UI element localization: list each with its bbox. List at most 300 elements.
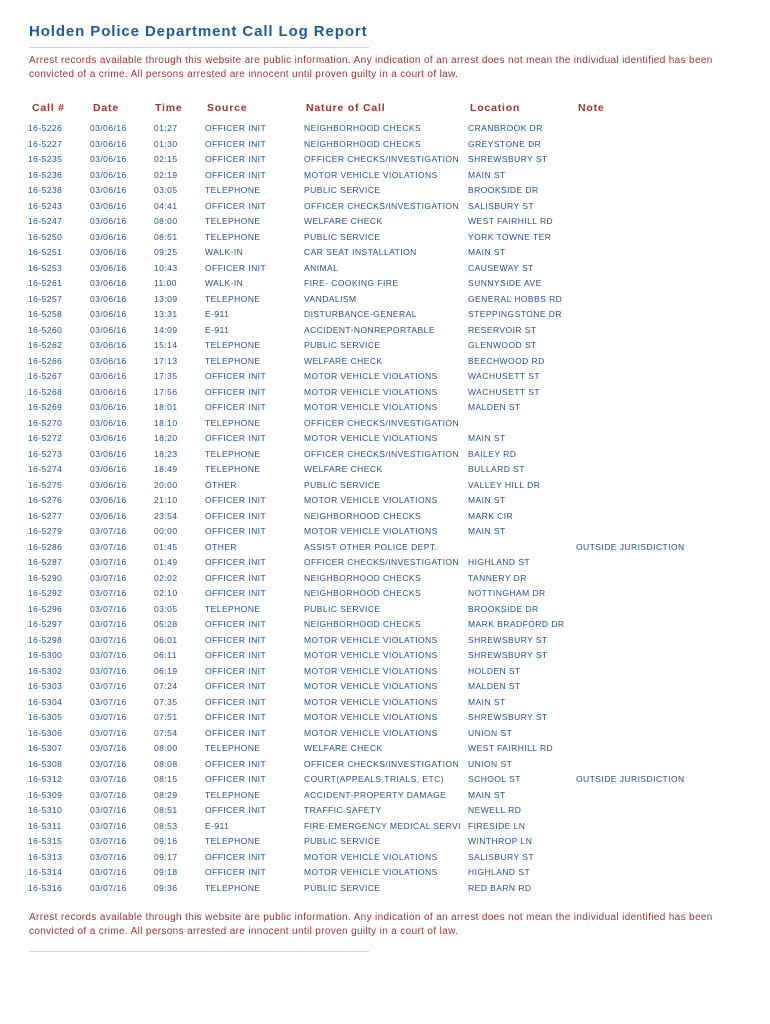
- cell-location: SUNNYSIDE AVE: [468, 278, 542, 288]
- cell-call-number: 16-5303: [28, 681, 63, 691]
- cell-nature-of-call: FIRE-EMERGENCY MEDICAL SERVI: [304, 820, 461, 831]
- cell-date: 03/06/16: [90, 247, 127, 257]
- cell-source: TELEPHONE: [205, 882, 261, 893]
- cell-source: WALK-IN: [205, 278, 244, 288]
- cell-time: 18:49: [154, 464, 178, 474]
- table-row: [0, 293, 770, 309]
- cell-source: TELEPHONE: [205, 836, 261, 846]
- cell-time: 06:01: [154, 634, 178, 645]
- cell-nature-of-call: NEIGHBORHOOD CHECKS: [304, 138, 422, 149]
- cell-call-number: 16-5235: [28, 154, 63, 164]
- table-row: [0, 122, 770, 138]
- cell-location: NOTTINGHAM DR: [468, 588, 546, 598]
- cell-date: 03/07/16: [90, 867, 127, 877]
- cell-source: E-911: [205, 324, 230, 335]
- cell-date: 03/06/16: [90, 185, 127, 195]
- cell-location: SCHOOL ST: [468, 774, 521, 784]
- cell-nature-of-call: MOTOR VEHICLE VIOLATIONS: [304, 371, 438, 381]
- cell-call-number: 16-5275: [28, 479, 63, 490]
- cell-date: 03/07/16: [90, 882, 127, 893]
- table-row: [0, 138, 770, 154]
- cell-time: 01:30: [154, 138, 178, 149]
- cell-time: 01:45: [154, 541, 178, 552]
- cell-nature-of-call: DISTURBANCE-GENERAL: [304, 309, 417, 319]
- table-row: [0, 417, 770, 433]
- cell-time: 13:09: [154, 293, 178, 304]
- cell-date: 03/07/16: [90, 650, 127, 660]
- cell-call-number: 16-5266: [28, 355, 63, 366]
- cell-date: 03/06/16: [90, 154, 127, 164]
- cell-nature-of-call: MOTOR VEHICLE VIOLATIONS: [304, 851, 438, 862]
- table-row: [0, 200, 770, 216]
- cell-time: 23:54: [154, 510, 178, 521]
- cell-date: 03/06/16: [90, 278, 127, 288]
- cell-time: 09:17: [154, 851, 178, 862]
- column-header-location: Location: [470, 102, 521, 114]
- table-row: [0, 789, 770, 805]
- cell-call-number: 16-5269: [28, 402, 63, 412]
- cell-time: 07:35: [154, 696, 178, 707]
- cell-location: VALLEY HILL DR: [468, 479, 541, 490]
- cell-location: MALDEN ST: [468, 681, 521, 691]
- cell-nature-of-call: MOTOR VEHICLE VIOLATIONS: [304, 727, 438, 738]
- cell-nature-of-call: WELFARE CHECK: [304, 216, 383, 226]
- cell-time: 17:35: [154, 371, 178, 381]
- cell-date: 03/06/16: [90, 433, 127, 443]
- cell-time: 08:08: [154, 758, 178, 769]
- table-row: [0, 525, 770, 541]
- cell-source: OFFICER INIT: [205, 665, 267, 676]
- cell-call-number: 16-5297: [28, 619, 63, 629]
- cell-nature-of-call: OFFICER CHECKS/INVESTIGATION: [304, 557, 460, 567]
- cell-source: OFFICER INIT: [205, 262, 267, 273]
- disclaimer-top: Arrest records available through this website are public information. Any indication of an arrest does not mean the individual identified has been convicted of a crime. All persons arrested are innocent until proven guilty in a court of law.: [29, 55, 713, 80]
- cell-location: FIRESIDE LN: [468, 820, 526, 831]
- cell-time: 10:43: [154, 262, 178, 273]
- cell-call-number: 16-5226: [28, 123, 63, 133]
- cell-date: 03/07/16: [90, 851, 127, 862]
- column-header-nature-of-call: Nature of Call: [306, 102, 386, 114]
- cell-date: 03/07/16: [90, 758, 127, 769]
- cell-time: 18:01: [154, 402, 178, 412]
- cell-time: 02:19: [154, 169, 178, 180]
- cell-source: OFFICER INIT: [205, 138, 267, 149]
- cell-nature-of-call: MOTOR VEHICLE VIOLATIONS: [304, 665, 438, 676]
- cell-location: BAILEY RD: [468, 448, 517, 459]
- cell-location: MALDEN ST: [468, 402, 521, 412]
- cell-time: 09:18: [154, 867, 178, 877]
- cell-date: 03/07/16: [90, 836, 127, 846]
- cell-call-number: 16-5227: [28, 138, 63, 149]
- table-row: [0, 231, 770, 247]
- cell-location: BEECHWOOD RD: [468, 355, 545, 366]
- cell-location: BROOKSIDE DR: [468, 603, 539, 614]
- cell-nature-of-call: COURT(APPEALS,TRIALS, ETC): [304, 774, 445, 784]
- cell-call-number: 16-5257: [28, 293, 63, 304]
- cell-location: HIGHLAND ST: [468, 867, 531, 877]
- cell-nature-of-call: OFFICER CHECKS/INVESTIGATION: [304, 448, 460, 459]
- table-row: [0, 432, 770, 448]
- cell-location: WEST FAIRHILL RD: [468, 216, 554, 226]
- table-row: [0, 618, 770, 634]
- cell-nature-of-call: NEIGHBORHOOD CHECKS: [304, 619, 422, 629]
- cell-time: 08:51: [154, 231, 178, 242]
- cell-time: 09:25: [154, 247, 178, 257]
- cell-location: STEPPINGSTONE DR: [468, 309, 562, 319]
- cell-date: 03/06/16: [90, 293, 127, 304]
- table-row: [0, 742, 770, 758]
- cell-source: OFFICER INIT: [205, 712, 267, 722]
- cell-call-number: 16-5268: [28, 386, 63, 397]
- table-row: [0, 866, 770, 882]
- cell-date: 03/06/16: [90, 386, 127, 397]
- cell-nature-of-call: ASSIST OTHER POLICE DEPT.: [304, 541, 438, 552]
- cell-nature-of-call: PUBLIC SERVICE: [304, 836, 381, 846]
- cell-call-number: 16-5267: [28, 371, 63, 381]
- cell-date: 03/06/16: [90, 510, 127, 521]
- cell-date: 03/06/16: [90, 402, 127, 412]
- cell-source: OFFICER INIT: [205, 851, 267, 862]
- cell-date: 03/06/16: [90, 216, 127, 226]
- cell-source: OFFICER INIT: [205, 169, 267, 180]
- cell-source: OFFICER INIT: [205, 681, 267, 691]
- cell-date: 03/07/16: [90, 588, 127, 598]
- cell-date: 03/07/16: [90, 634, 127, 645]
- cell-nature-of-call: MOTOR VEHICLE VIOLATIONS: [304, 495, 438, 505]
- cell-source: OFFICER INIT: [205, 123, 267, 133]
- cell-location: YORK TOWNE TER: [468, 231, 552, 242]
- table-row: [0, 339, 770, 355]
- table-row: [0, 246, 770, 262]
- cell-call-number: 16-5302: [28, 665, 63, 676]
- cell-source: OFFICER INIT: [205, 557, 267, 567]
- cell-time: 04:41: [154, 200, 178, 211]
- cell-location: WACHUSETT ST: [468, 386, 540, 397]
- cell-call-number: 16-5310: [28, 805, 63, 815]
- cell-call-number: 16-5243: [28, 200, 63, 211]
- cell-source: OFFICER INIT: [205, 572, 267, 583]
- cell-nature-of-call: PUBLIC SERVICE: [304, 231, 381, 242]
- table-row: [0, 634, 770, 650]
- cell-source: OFFICER INIT: [205, 402, 267, 412]
- cell-time: 17:13: [154, 355, 178, 366]
- cell-nature-of-call: TRAFFIC SAFETY: [304, 805, 382, 815]
- cell-call-number: 16-5274: [28, 464, 63, 474]
- cell-date: 03/06/16: [90, 231, 127, 242]
- table-row: [0, 448, 770, 464]
- page-title: Holden Police Department Call Log Report: [29, 23, 368, 40]
- cell-time: 05:28: [154, 619, 178, 629]
- table-row: [0, 401, 770, 417]
- column-header-time: Time: [155, 102, 183, 114]
- cell-call-number: 16-5315: [28, 836, 63, 846]
- cell-source: OFFICER INIT: [205, 386, 267, 397]
- cell-nature-of-call: PUBLIC SERVICE: [304, 603, 381, 614]
- cell-nature-of-call: NEIGHBORHOOD CHECKS: [304, 588, 422, 598]
- cell-date: 03/06/16: [90, 123, 127, 133]
- cell-time: 03:05: [154, 185, 178, 195]
- cell-source: OFFICER INIT: [205, 727, 267, 738]
- cell-source: E-911: [205, 309, 230, 319]
- cell-location: SALISBURY ST: [468, 200, 535, 211]
- cell-location: MARK BRADFORD DR: [468, 619, 565, 629]
- cell-call-number: 16-5270: [28, 417, 63, 428]
- table-row: [0, 169, 770, 185]
- cell-location: BULLARD ST: [468, 464, 525, 474]
- cell-source: OTHER: [205, 541, 237, 552]
- cell-date: 03/07/16: [90, 557, 127, 567]
- cell-source: TELEPHONE: [205, 743, 261, 753]
- cell-source: TELEPHONE: [205, 355, 261, 366]
- cell-call-number: 16-5286: [28, 541, 63, 552]
- cell-source: OFFICER INIT: [205, 588, 267, 598]
- cell-time: 01:49: [154, 557, 178, 567]
- cell-nature-of-call: CAR SEAT INSTALLATION: [304, 247, 417, 257]
- table-row: [0, 215, 770, 231]
- cell-source: TELEPHONE: [205, 448, 261, 459]
- cell-date: 03/06/16: [90, 169, 127, 180]
- table-row: [0, 463, 770, 479]
- cell-nature-of-call: ANIMAL: [304, 262, 339, 273]
- cell-source: E-911: [205, 820, 230, 831]
- cell-date: 03/06/16: [90, 371, 127, 381]
- cell-call-number: 16-5308: [28, 758, 63, 769]
- cell-date: 03/06/16: [90, 355, 127, 366]
- cell-call-number: 16-5306: [28, 727, 63, 738]
- cell-call-number: 16-5236: [28, 169, 63, 180]
- cell-call-number: 16-5276: [28, 495, 63, 505]
- cell-time: 08:00: [154, 216, 178, 226]
- table-row: [0, 308, 770, 324]
- cell-source: TELEPHONE: [205, 185, 261, 195]
- cell-time: 08:51: [154, 805, 178, 815]
- cell-source: OFFICER INIT: [205, 433, 267, 443]
- column-header-note: Note: [578, 102, 605, 114]
- cell-location: SALISBURY ST: [468, 851, 535, 862]
- table-row: [0, 711, 770, 727]
- cell-time: 02:02: [154, 572, 178, 583]
- cell-date: 03/06/16: [90, 417, 127, 428]
- cell-date: 03/06/16: [90, 324, 127, 335]
- cell-nature-of-call: MOTOR VEHICLE VIOLATIONS: [304, 402, 438, 412]
- table-row: [0, 184, 770, 200]
- cell-call-number: 16-5311: [28, 820, 62, 831]
- cell-nature-of-call: ACCIDENT-PROPERTY DAMAGE: [304, 789, 447, 800]
- cell-nature-of-call: MOTOR VEHICLE VIOLATIONS: [304, 634, 438, 645]
- cell-date: 03/06/16: [90, 464, 127, 474]
- table-row: [0, 882, 770, 898]
- cell-location: CRANBROOK DR: [468, 123, 543, 133]
- cell-time: 14:09: [154, 324, 178, 335]
- cell-nature-of-call: MOTOR VEHICLE VIOLATIONS: [304, 681, 438, 691]
- cell-time: 20:00: [154, 479, 178, 490]
- cell-time: 18:23: [154, 448, 178, 459]
- cell-source: OFFICER INIT: [205, 619, 267, 629]
- column-header-date: Date: [93, 102, 119, 114]
- table-row: [0, 820, 770, 836]
- table-row: [0, 680, 770, 696]
- cell-location: CAUSEWAY ST: [468, 262, 534, 273]
- cell-location: MAIN ST: [468, 169, 506, 180]
- cell-nature-of-call: WELFARE CHECK: [304, 743, 383, 753]
- cell-call-number: 16-5279: [28, 526, 63, 536]
- cell-location: MAIN ST: [468, 433, 506, 443]
- table-header: [0, 102, 770, 116]
- footer-divider: [29, 951, 369, 952]
- cell-nature-of-call: PUBLIC SERVICE: [304, 340, 381, 350]
- cell-nature-of-call: WELFARE CHECK: [304, 355, 383, 366]
- cell-time: 08:00: [154, 743, 178, 753]
- table-row: [0, 603, 770, 619]
- cell-location: TANNERY DR: [468, 572, 527, 583]
- cell-nature-of-call: NEIGHBORHOOD CHECKS: [304, 572, 422, 583]
- cell-call-number: 16-5287: [28, 557, 63, 567]
- cell-nature-of-call: OFFICER CHECKS/INVESTIGATION: [304, 758, 460, 769]
- cell-nature-of-call: OFFICER CHECKS/INVESTIGATION: [304, 417, 460, 428]
- cell-nature-of-call: MOTOR VEHICLE VIOLATIONS: [304, 712, 438, 722]
- cell-call-number: 16-5309: [28, 789, 63, 800]
- table-row: [0, 758, 770, 774]
- table-row: [0, 479, 770, 495]
- cell-call-number: 16-5250: [28, 231, 63, 242]
- cell-nature-of-call: OFFICER CHECKS/INVESTIGATION: [304, 200, 460, 211]
- table-row: [0, 804, 770, 820]
- cell-time: 00:00: [154, 526, 178, 536]
- cell-source: TELEPHONE: [205, 216, 261, 226]
- table-row: [0, 851, 770, 867]
- cell-nature-of-call: OFFICER CHECKS/INVESTIGATION: [304, 154, 460, 164]
- cell-source: OFFICER INIT: [205, 867, 267, 877]
- table-row: [0, 665, 770, 681]
- cell-call-number: 16-5290: [28, 572, 63, 583]
- cell-source: OFFICER INIT: [205, 774, 267, 784]
- cell-call-number: 16-5258: [28, 309, 63, 319]
- cell-call-number: 16-5307: [28, 743, 63, 753]
- table-row: [0, 370, 770, 386]
- cell-date: 03/06/16: [90, 200, 127, 211]
- table-row: [0, 556, 770, 572]
- table-row: [0, 262, 770, 278]
- cell-source: TELEPHONE: [205, 789, 261, 800]
- cell-nature-of-call: PUBLIC SERVICE: [304, 185, 381, 195]
- column-header-source: Source: [207, 102, 248, 114]
- cell-date: 03/07/16: [90, 541, 127, 552]
- cell-date: 03/06/16: [90, 262, 127, 273]
- cell-time: 09:16: [154, 836, 178, 846]
- cell-nature-of-call: FIRE- COOKING FIRE: [304, 278, 399, 288]
- cell-call-number: 16-5300: [28, 650, 63, 660]
- cell-call-number: 16-5238: [28, 185, 63, 195]
- cell-nature-of-call: MOTOR VEHICLE VIOLATIONS: [304, 169, 438, 180]
- cell-date: 03/07/16: [90, 820, 127, 831]
- cell-nature-of-call: MOTOR VEHICLE VIOLATIONS: [304, 433, 438, 443]
- cell-call-number: 16-5273: [28, 448, 63, 459]
- cell-call-number: 16-5314: [28, 867, 63, 877]
- cell-call-number: 16-5296: [28, 603, 63, 614]
- cell-location: GLENWOOD ST: [468, 340, 537, 350]
- cell-date: 03/07/16: [90, 805, 127, 815]
- cell-call-number: 16-5292: [28, 588, 63, 598]
- table-row: [0, 541, 770, 557]
- cell-time: 17:56: [154, 386, 178, 397]
- cell-location: SHREWSBURY ST: [468, 634, 548, 645]
- cell-call-number: 16-5262: [28, 340, 63, 350]
- cell-call-number: 16-5247: [28, 216, 63, 226]
- cell-date: 03/07/16: [90, 603, 127, 614]
- table-row: [0, 587, 770, 603]
- cell-location: SHREWSBURY ST: [468, 650, 548, 660]
- cell-source: TELEPHONE: [205, 464, 261, 474]
- cell-location: RESERVOIR ST: [468, 324, 537, 335]
- cell-source: TELEPHONE: [205, 417, 261, 428]
- cell-location: BROOKSIDE DR: [468, 185, 539, 195]
- call-log-table-body: [0, 122, 770, 897]
- cell-call-number: 16-5305: [28, 712, 63, 722]
- cell-location: HOLDEN ST: [468, 665, 521, 676]
- cell-location: GREYSTONE DR: [468, 138, 542, 149]
- cell-location: RED BARN RD: [468, 882, 532, 893]
- cell-location: MAIN ST: [468, 247, 506, 257]
- cell-time: 18:20: [154, 433, 178, 443]
- cell-source: OFFICER INIT: [205, 371, 267, 381]
- cell-date: 03/07/16: [90, 789, 127, 800]
- cell-time: 02:15: [154, 154, 178, 164]
- cell-source: OFFICER INIT: [205, 758, 267, 769]
- cell-time: 08:15: [154, 774, 178, 784]
- cell-call-number: 16-5253: [28, 262, 63, 273]
- column-header-call: Call #: [32, 102, 65, 114]
- cell-time: 11:00: [154, 278, 177, 288]
- cell-time: 06:11: [154, 650, 177, 660]
- cell-call-number: 16-5277: [28, 510, 63, 521]
- cell-nature-of-call: ACCIDENT-NONREPORTABLE: [304, 324, 435, 335]
- cell-call-number: 16-5313: [28, 851, 63, 862]
- table-row: [0, 277, 770, 293]
- cell-location: UNION ST: [468, 758, 513, 769]
- cell-location: NEWELL RD: [468, 805, 522, 815]
- table-row: [0, 773, 770, 789]
- cell-date: 03/06/16: [90, 495, 127, 505]
- cell-nature-of-call: WELFARE CHECK: [304, 464, 383, 474]
- cell-time: 18:10: [154, 417, 178, 428]
- cell-note: OUTSIDE JURISDICTION: [576, 774, 685, 784]
- cell-source: OFFICER INIT: [205, 154, 267, 164]
- title-divider: [29, 47, 369, 48]
- cell-time: 03:05: [154, 603, 178, 614]
- cell-date: 03/06/16: [90, 479, 127, 490]
- disclaimer-bottom: Arrest records available through this website are public information. Any indication of an arrest does not mean the individual identified has been convicted of a crime. All persons arrested are innocent until proven guilty in a court of law.: [29, 912, 713, 937]
- cell-nature-of-call: NEIGHBORHOOD CHECKS: [304, 510, 422, 521]
- cell-call-number: 16-5272: [28, 433, 63, 443]
- cell-date: 03/06/16: [90, 448, 127, 459]
- table-row: [0, 696, 770, 712]
- cell-nature-of-call: NEIGHBORHOOD CHECKS: [304, 123, 422, 133]
- cell-time: 13:31: [154, 309, 178, 319]
- cell-location: WACHUSETT ST: [468, 371, 540, 381]
- cell-date: 03/07/16: [90, 743, 127, 753]
- cell-call-number: 16-5312: [28, 774, 63, 784]
- table-row: [0, 324, 770, 340]
- cell-source: TELEPHONE: [205, 603, 261, 614]
- cell-time: 15:14: [154, 340, 178, 350]
- cell-nature-of-call: VANDALISM: [304, 293, 357, 304]
- cell-nature-of-call: MOTOR VEHICLE VIOLATIONS: [304, 867, 438, 877]
- cell-source: OFFICER INIT: [205, 510, 267, 521]
- cell-date: 03/07/16: [90, 619, 127, 629]
- table-row: [0, 649, 770, 665]
- cell-call-number: 16-5260: [28, 324, 63, 335]
- cell-call-number: 16-5304: [28, 696, 63, 707]
